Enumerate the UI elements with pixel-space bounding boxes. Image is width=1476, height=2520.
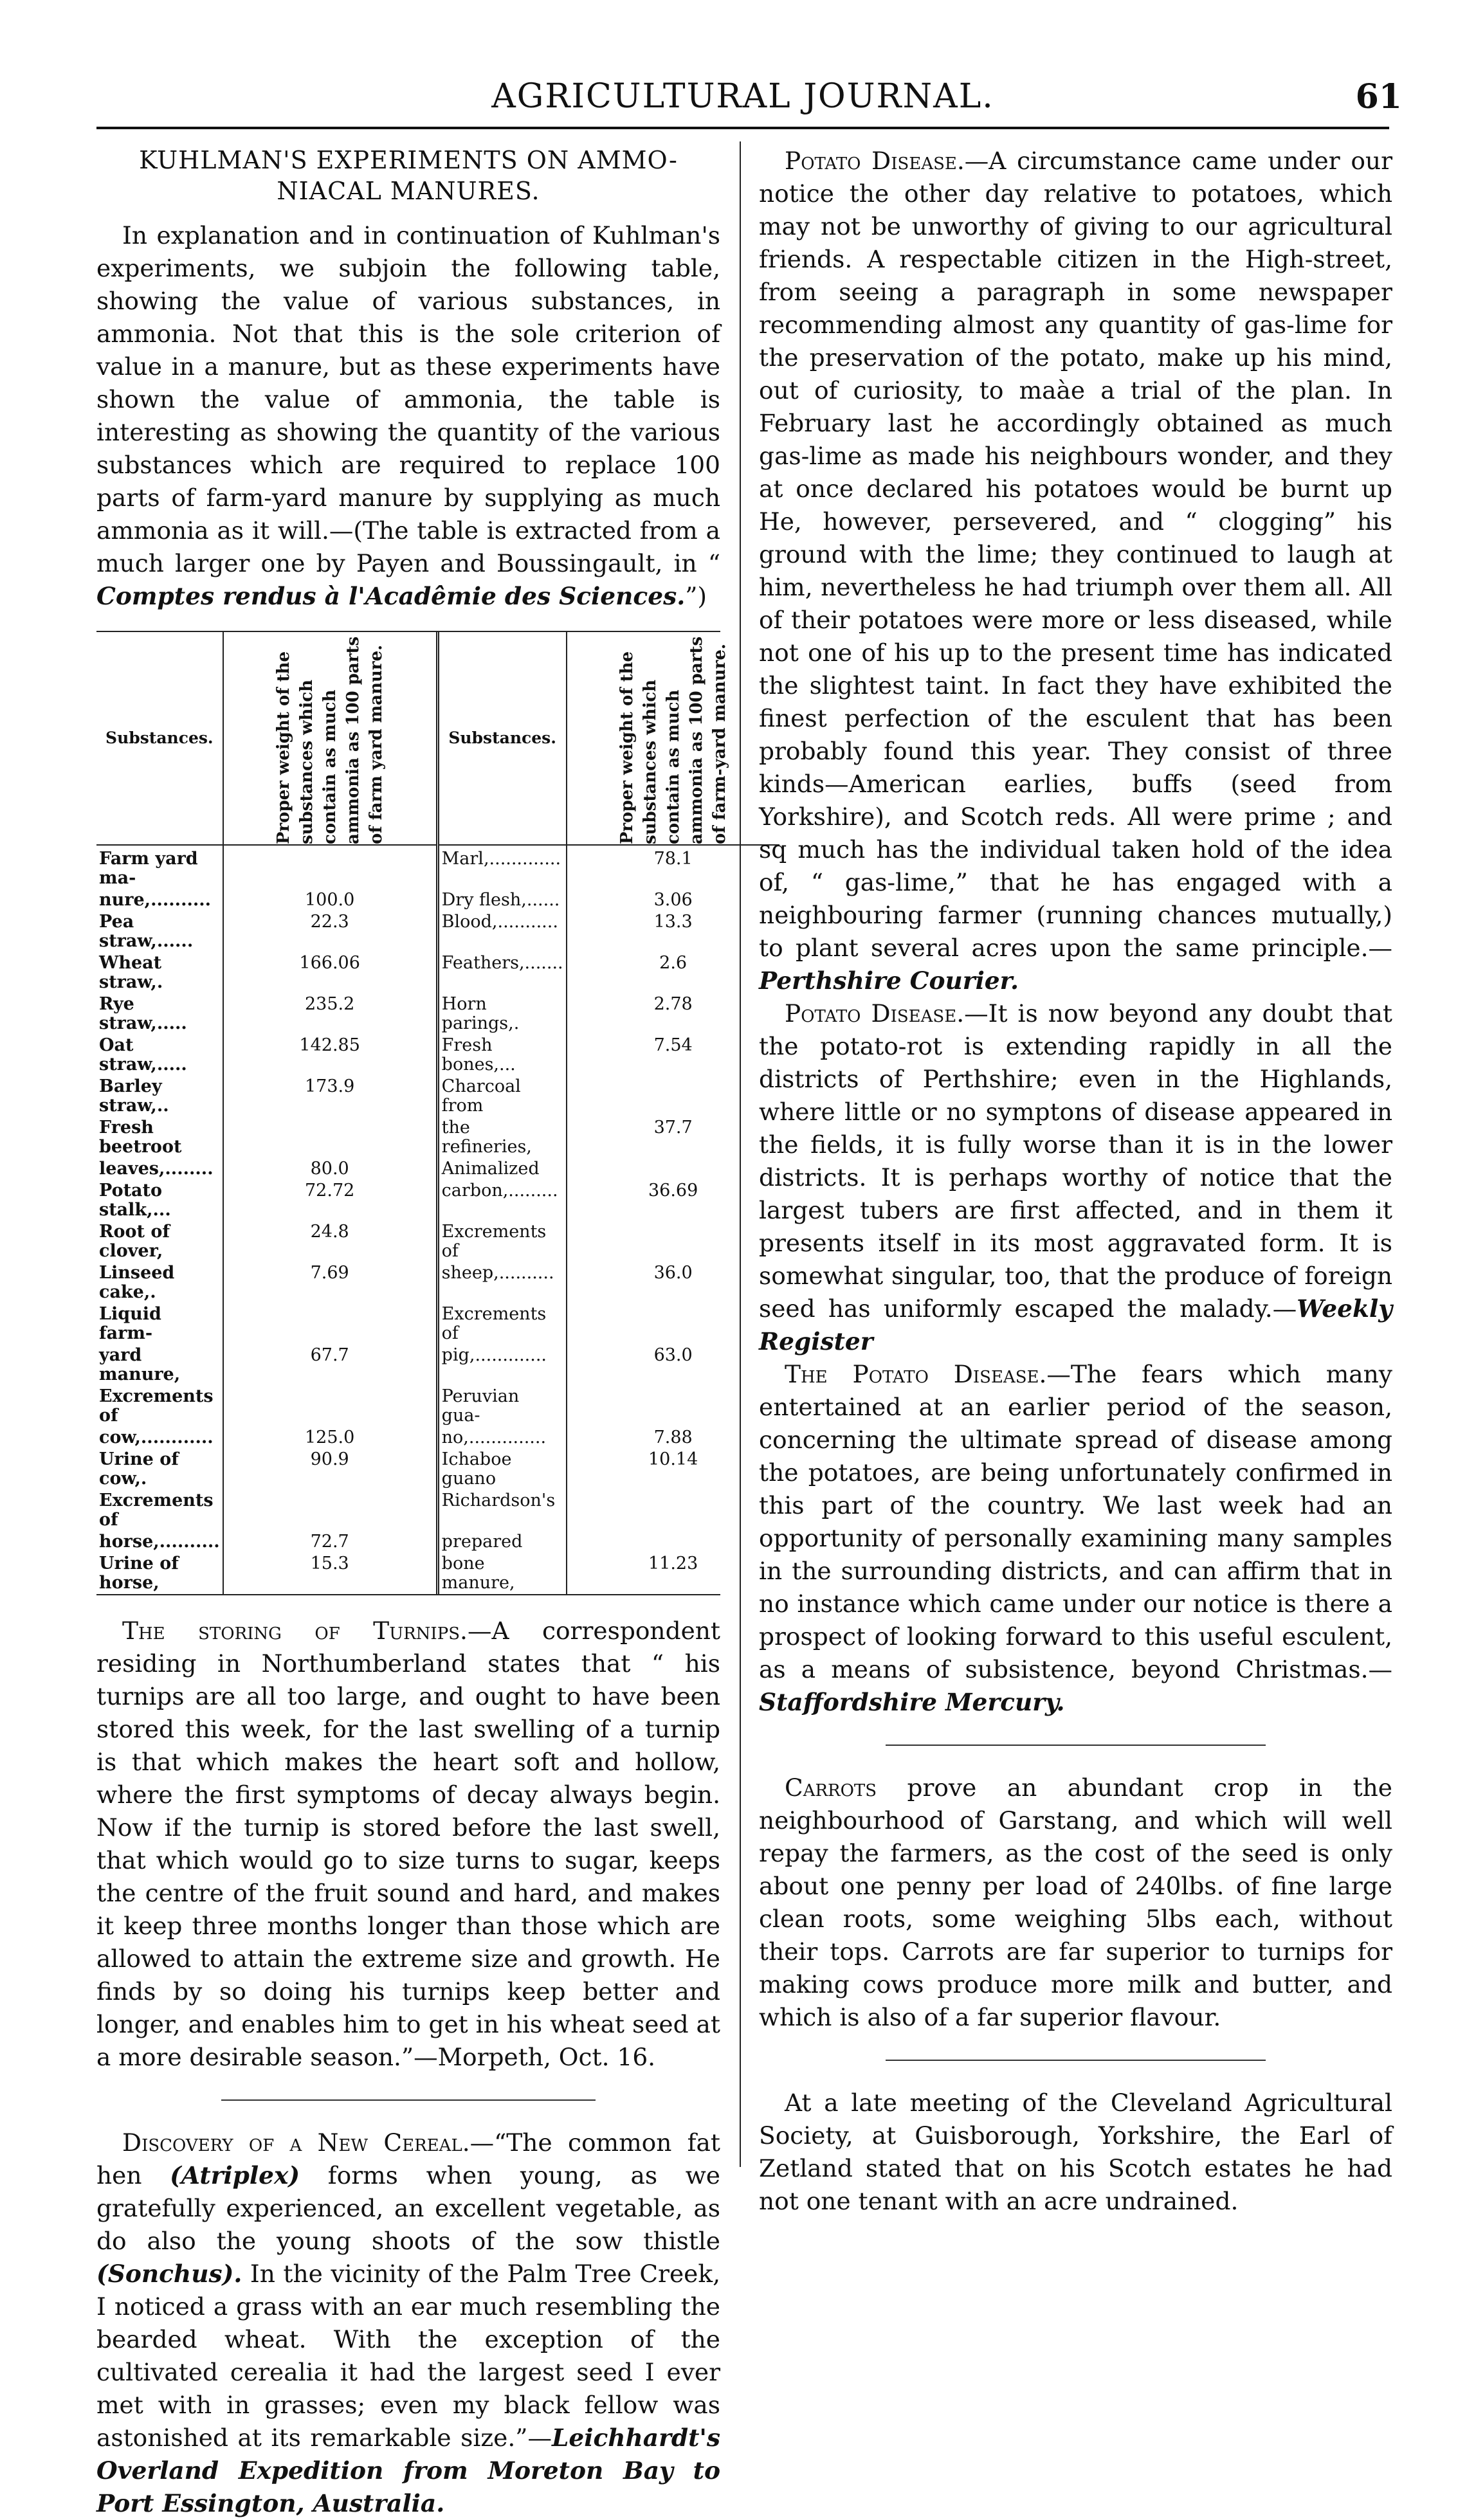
- ammonia-value: 3.06: [653, 890, 693, 910]
- ammonia-value: 63.0: [653, 1345, 693, 1365]
- ammonia-value: 22.3: [223, 911, 438, 952]
- cereal-atriplex: (Atriplex): [170, 2161, 300, 2189]
- substance-name: Horn parings,.: [437, 993, 566, 1035]
- substance-name: Fresh bones,...: [437, 1035, 566, 1076]
- section-separator: [886, 1745, 1266, 1746]
- carrots-body: prove an abundant crop in the neighbourhood of Garstang, and which will well repay the farmers, as the cost of the seed is only about one penny per load of 240lbs. of fine large clean roots, some weighing 5lbs each, without their tops. Carrots are far superior to turnips for making cows produce more milk and butter, and which is also of a far superior flavour.: [759, 1773, 1392, 2031]
- substance-name: Oat straw,.....: [96, 1035, 223, 1076]
- ammonia-value: 2.78: [653, 994, 693, 1014]
- table-row: [96, 1345, 779, 1386]
- substance-name: prepared: [437, 1531, 566, 1553]
- ammonia-value: [223, 1386, 438, 1427]
- substance-name: Linseed cake,.: [96, 1262, 223, 1303]
- substance-name: pig,.............: [437, 1345, 566, 1386]
- right-column: [759, 145, 1392, 2218]
- table-row: [96, 1531, 779, 1553]
- substance-name: Blood,...........: [437, 911, 566, 952]
- carrots-paragraph: [759, 1772, 1392, 2034]
- ammonia-value: 37.7: [653, 1118, 693, 1138]
- ammonia-value: [567, 1531, 779, 1553]
- col-header-text: Substances.: [448, 729, 556, 747]
- substance-name: Farm yard ma-: [96, 845, 223, 889]
- ammonia-value: 90.9: [223, 1449, 438, 1490]
- table-row: [96, 889, 779, 911]
- substance-name: nure,..........: [96, 889, 223, 911]
- potato-disease-paragraph-1: [759, 145, 1392, 997]
- ammonia-value: [223, 1117, 438, 1158]
- substance-name: Pea straw,......: [96, 911, 223, 952]
- ammonia-value: 13.3: [653, 912, 693, 932]
- article-heading: [96, 145, 720, 206]
- intro-text: In explanation and in continuation of Kuhlman's experiments, we subjoin the following table, showing the value of various substances, in ammonia. Not that this is the sole criterion of value in a manure, but as these experiments have shown the value of ammonia, the table is interesting as showing the quantity of the various substances which are required to replace 100 parts of farm-yard manure by supplying as much ammonia as it will.—(The table is extracted from a much larger one by Payen and Boussingault, in “: [96, 221, 720, 577]
- p3-title: The Potato Disease.: [785, 1360, 1047, 1388]
- ammonia-value: 15.3: [223, 1553, 438, 1594]
- ammonia-value: 7.88: [653, 1428, 693, 1447]
- cereal-sonchus: (Sonchus).: [96, 2260, 242, 2288]
- cereal-paragraph: [96, 2126, 720, 2520]
- ammonia-value: 235.2: [223, 993, 438, 1035]
- substance-name: Marl,.............: [437, 845, 566, 889]
- substance-name: Urine of cow,.: [96, 1449, 223, 1490]
- substance-name: bone manure,: [437, 1553, 566, 1594]
- substance-name: Wheat straw,.: [96, 952, 223, 993]
- col-header-text: Substances.: [105, 729, 214, 747]
- substance-name: Charcoal from: [437, 1076, 566, 1117]
- ammonia-value: 142.85: [223, 1035, 438, 1076]
- table-row: [96, 1303, 779, 1345]
- ammonia-value: 7.69: [223, 1262, 438, 1303]
- table-body: [96, 845, 779, 1594]
- substance-name: Liquid farm-: [96, 1303, 223, 1345]
- substance-name: Rye straw,.....: [96, 993, 223, 1035]
- table-row: [96, 1262, 779, 1303]
- substance-name: Root of clover,: [96, 1221, 223, 1262]
- intro-paragraph: [96, 219, 720, 613]
- page-number: 61: [1355, 77, 1402, 116]
- p2-body: —It is now beyond any doubt that the potato-rot is extending rapidly in all the districts of Perthshire; even in the Highlands, where little or no symptons of disease appeared in the fields, it is fully worse than it is in the lower districts. It is perhaps worthy of notice that the largest tubers are first affected, and in them it presents itself in its most aggravated form. It is somewhat singular, too, that the produce of foreign seed has uniformly escaped the malady.—: [759, 999, 1392, 1323]
- ammonia-value: 100.0: [223, 889, 438, 911]
- ammonia-value: 36.0: [653, 1263, 693, 1283]
- substance-name: horse,..........: [96, 1531, 223, 1553]
- col-header-weight-2: [567, 632, 779, 845]
- left-column: [96, 145, 729, 2520]
- ammonia-value: 36.69: [648, 1181, 698, 1201]
- p1-body: —A circumstance came under our notice the other day relative to potatoes, which may not be unworthy of giving to our agricultural friends. A respectable citizen in the High-street, from seeing a paragraph in some newspaper recommending almost any quantity of gas-lime for the preservation of the potato, make up his mind, out of curiosity, to maàe a trial of the plan. In February last he accordingly obtained as much gas-lime as made his neighbours wonder, and they at once declared his potatoes would be burnt up He, however, persevered, and “ clogging” his ground with the lime; they continued to laugh at him, nevertheless he had triumph over them all. All of their potatoes were more or less diseased, while not one of his up to the present time has indicated the slightest taint. In fact they have exhibited the finest perfection of the esculent that has been probably found this year. They consist of three kinds—American earlies, buffs (seed from Yorkshire), and Scotch reds. All were prime ; and sq much has the individual taken hold of the idea of, “ gas-lime,” that he has engaged with a neighbouring farmer (running chances mutually,) to plant several acres upon the same principle.—: [759, 147, 1393, 962]
- substance-name: no,..............: [437, 1427, 566, 1449]
- substance-name: the refineries,: [437, 1117, 566, 1158]
- substance-name: Dry flesh,......: [437, 889, 566, 911]
- ammonia-value: 166.06: [223, 952, 438, 993]
- ammonia-value: 78.1: [653, 849, 693, 869]
- substance-name: Excrements of: [96, 1386, 223, 1427]
- ammonia-value: 72.72: [223, 1180, 438, 1221]
- turnips-body: —A correspondent residing in Northumberland states that “ his turnips are all too large, and ought to have been stored this week, for the last swelling of a turnip is that which makes the heart soft and hollow, where the first symptoms of decay always begin. Now if the turnip is stored before the last swell, that which would go to size turns to sugar, keeps the centre of the fruit sound and hard, and makes it keep three months longer than those which are allowed to attain the extreme size and growth. He finds by so doing his turnips keep better and longer, and enables him to get in his wheat seed at a more desirable season.”—Morpeth, Oct. 16.: [96, 1617, 720, 2071]
- ammonia-value: [567, 1303, 779, 1345]
- substance-name: leaves,........: [96, 1158, 223, 1180]
- col-header-substances-2: [437, 632, 566, 845]
- ammonia-value: 24.8: [223, 1221, 438, 1262]
- table-row: [96, 1427, 779, 1449]
- turnips-paragraph: [96, 1615, 720, 2074]
- table-row: [96, 1180, 779, 1221]
- table-row: [96, 1035, 779, 1076]
- p1-title: Potato Disease.: [785, 147, 965, 175]
- ammonia-value: 10.14: [648, 1449, 698, 1469]
- substance-name: carbon,.........: [437, 1180, 566, 1221]
- substance-name: Urine of horse,: [96, 1553, 223, 1594]
- p2-source: Weekly Register: [759, 1294, 1392, 1355]
- ammonia-value: 7.54: [653, 1035, 693, 1055]
- substance-name: Excrements of: [437, 1221, 566, 1262]
- running-title: AGRICULTURAL JOURNAL.: [491, 77, 994, 116]
- col-header-weight-1: [223, 632, 438, 845]
- substance-name: Feathers,.......: [437, 952, 566, 993]
- section-separator: [221, 2099, 596, 2101]
- ammonia-value: 2.6: [659, 953, 688, 973]
- ammonia-table: [96, 631, 729, 1595]
- p1-source: Perthshire Courier.: [759, 966, 1019, 995]
- intro-end: ”): [685, 582, 707, 610]
- substance-name: Excrements of: [96, 1490, 223, 1531]
- cereal-text-b: forms when young, as we gratefully experienced, an excellent vegetable, as do also the young shoots of the sow thistle: [96, 2161, 721, 2255]
- p3-body: —The fears which many entertained at an earlier period of the season, concerning the ultimate spread of disease among the potatoes, are being unfortunately confirmed in this part of the country. We last week had an opportunity of personally examining many samples in the surrounding districts, and can affirm that in no instance which came under our notice is there a prospect of looking forward to this useful esculent, as a means of subsistence, beyond Christmas.—: [759, 1360, 1392, 1683]
- heading-line-1: KUHLMAN'S EXPERIMENTS ON AMMO-: [139, 146, 678, 174]
- substance-name: yard manure,: [96, 1345, 223, 1386]
- carrots-title: Carrots: [785, 1773, 877, 1802]
- substance-name: Barley straw,..: [96, 1076, 223, 1117]
- potato-disease-paragraph-3: [759, 1358, 1392, 1719]
- col-header-vertical-text: Proper weight of the substances which contain as much ammonia as 100 parts of farm-yard manure.: [617, 636, 729, 844]
- ammonia-value: 67.7: [223, 1345, 438, 1386]
- substance-name: cow,............: [96, 1427, 223, 1449]
- turnips-title: The storing of Turnips.: [122, 1617, 468, 1645]
- substance-name: Potato stalk,...: [96, 1180, 223, 1221]
- table-row: [96, 1076, 779, 1117]
- table-row: [96, 1449, 779, 1490]
- cereal-source: Leichhardt's Overland Expedition from Moreton Bay to Port Essington, Australia.: [96, 2424, 720, 2517]
- table-row: [96, 1490, 779, 1531]
- substance-name: Animalized: [437, 1158, 566, 1180]
- potato-disease-paragraph-2: [759, 997, 1392, 1358]
- section-separator: [886, 2060, 1266, 2061]
- table-row: [96, 952, 779, 993]
- intro-source: Comptes rendus à l'Acadêmie des Sciences.: [96, 582, 686, 610]
- ammonia-value: 11.23: [648, 1554, 698, 1573]
- ammonia-value: [223, 1490, 438, 1531]
- ammonia-value: [567, 1076, 779, 1117]
- ammonia-value: 173.9: [223, 1076, 438, 1117]
- ammonia-value: [223, 845, 438, 889]
- cereal-text-c: In the vicinity of the Palm Tree Creek, I noticed a grass with an ear much resembling the bearded wheat. With the exception of the cultivated cerealia it had the largest seed I ever met with in grasses; even my black fellow was astonished at its remarkable size.”—: [96, 2260, 720, 2452]
- ammonia-value: [567, 1158, 779, 1180]
- cereal-text-a: —“The common fat hen: [96, 2128, 720, 2189]
- table-row: [96, 1158, 779, 1180]
- table-row: [96, 1386, 779, 1427]
- ammonia-value: 80.0: [223, 1158, 438, 1180]
- p3-source: Staffordshire Mercury.: [759, 1688, 1065, 1716]
- running-head: [90, 77, 1402, 122]
- header-rule: [96, 127, 1389, 129]
- col-header-vertical-text: Proper weight of the substances which contain as much ammonia as 100 parts of farm yard manure.: [273, 636, 386, 844]
- table-row: [96, 845, 779, 889]
- table-row: [96, 1221, 779, 1262]
- ammonia-value: 125.0: [223, 1427, 438, 1449]
- cleveland-paragraph: At a late meeting of the Cleveland Agricultural Society, at Guisborough, Yorkshire, the Earl of Zetland stated that on his Scotch estates he had not one tenant with an acre undrained.: [759, 2089, 1392, 2215]
- table-row: [96, 1553, 779, 1594]
- table-row: [96, 993, 779, 1035]
- substance-name: Excrements of: [437, 1303, 566, 1345]
- ammonia-value: [567, 1221, 779, 1262]
- p2-title: Potato Disease.: [785, 999, 965, 1028]
- col-header-substances-1: [96, 632, 223, 845]
- ammonia-value: [567, 1490, 779, 1531]
- substance-name: Peruvian gua-: [437, 1386, 566, 1427]
- ammonia-value: [567, 1386, 779, 1427]
- substance-name: Richardson's: [437, 1490, 566, 1531]
- substance-name: Fresh beetroot: [96, 1117, 223, 1158]
- table-row: [96, 911, 779, 952]
- cereal-title: Discovery of a New Cereal.: [122, 2128, 470, 2157]
- ammonia-value: 72.7: [223, 1531, 438, 1553]
- substance-name: sheep,..........: [437, 1262, 566, 1303]
- heading-line-2: NIACAL MANURES.: [277, 177, 540, 205]
- substance-name: Ichaboe guano: [437, 1449, 566, 1490]
- ammonia-value: [223, 1303, 438, 1345]
- table-row: [96, 1117, 779, 1158]
